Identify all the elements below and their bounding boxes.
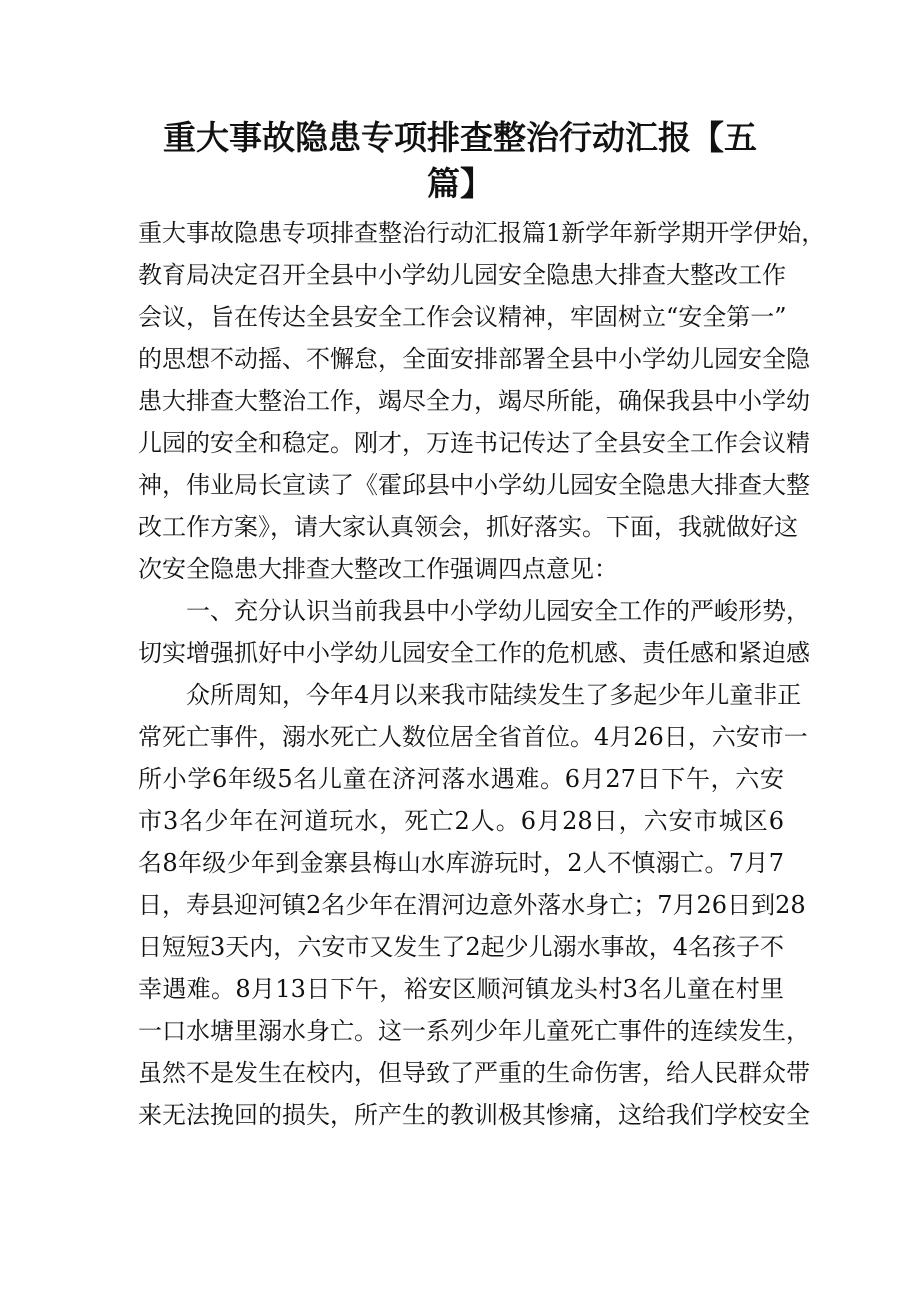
body-line: 一口水塘里溺水身亡。这一系列少年儿童死亡事件的连续发生， xyxy=(138,1017,810,1045)
body-line: 神，伟业局长宣读了《霍邱县中小学幼儿园安全隐患大排查大整 xyxy=(138,471,810,499)
body-line: 次安全隐患大排查大整改工作强调四点意见： xyxy=(138,555,618,583)
body-line: 幸遇难。8月13日下午，裕安区顺河镇龙头村3名儿童在村里 xyxy=(138,975,784,1003)
body-line: 日短短3天内，六安市又发生了2起少儿溺水事故，4名孩子不 xyxy=(138,933,784,961)
body-line: 会议，旨在传达全县安全工作会议精神，牢固树立“安全第一” xyxy=(138,303,787,331)
document-title-line-1: 重大事故隐患专项排查整治行动汇报【五 xyxy=(163,118,757,157)
body-line: 日，寿县迎河镇2名少年在渭河边意外落水身亡；7月26日到28 xyxy=(138,891,806,919)
body-line: 众所周知，今年4月以来我市陆续发生了多起少年儿童非正 xyxy=(186,681,802,709)
body-line: 常死亡事件，溺水死亡人数位居全省首位。4月26日，六安市一 xyxy=(138,723,808,751)
body-line: 教育局决定召开全县中小学幼儿园安全隐患大排查大整改工作 xyxy=(138,261,786,289)
body-line: 儿园的安全和稳定。刚才，万连书记传达了全县安全工作会议精 xyxy=(138,429,810,457)
document-title-line-2: 篇】 xyxy=(427,164,493,203)
body-line: 名8年级少年到金寨县梅山水库游玩时，2人不慎溺亡。7月7 xyxy=(138,849,784,877)
body-line: 改工作方案》，请大家认真领会，抓好落实。下面，我就做好这 xyxy=(138,513,798,541)
section-heading-line: 切实增强抓好中小学幼儿园安全工作的危机感、责任感和紧迫感 xyxy=(138,639,810,667)
body-line: 来无法挽回的损失，所产生的教训极其惨痛，这给我们学校安全 xyxy=(138,1101,810,1129)
body-line: 重大事故隐患专项排查整治行动汇报篇1新学年新学期开学伊始， xyxy=(138,219,826,247)
body-line: 虽然不是发生在校内，但导致了严重的生命伤害，给人民群众带 xyxy=(138,1059,810,1087)
body-line: 患大排查大整治工作，竭尽全力，竭尽所能，确保我县中小学幼 xyxy=(138,387,810,415)
body-line: 市3名少年在河道玩水，死亡2人。6月28日，六安市城区6 xyxy=(138,807,784,835)
body-line: 的思想不动摇、不懈怠，全面安排部署全县中小学幼儿园安全隐 xyxy=(138,345,810,373)
body-line: 所小学6年级5名儿童在济河落水遇难。6月27日下午，六安 xyxy=(138,765,784,793)
section-heading-line: 一、充分认识当前我县中小学幼儿园安全工作的严峻形势， xyxy=(186,597,810,625)
